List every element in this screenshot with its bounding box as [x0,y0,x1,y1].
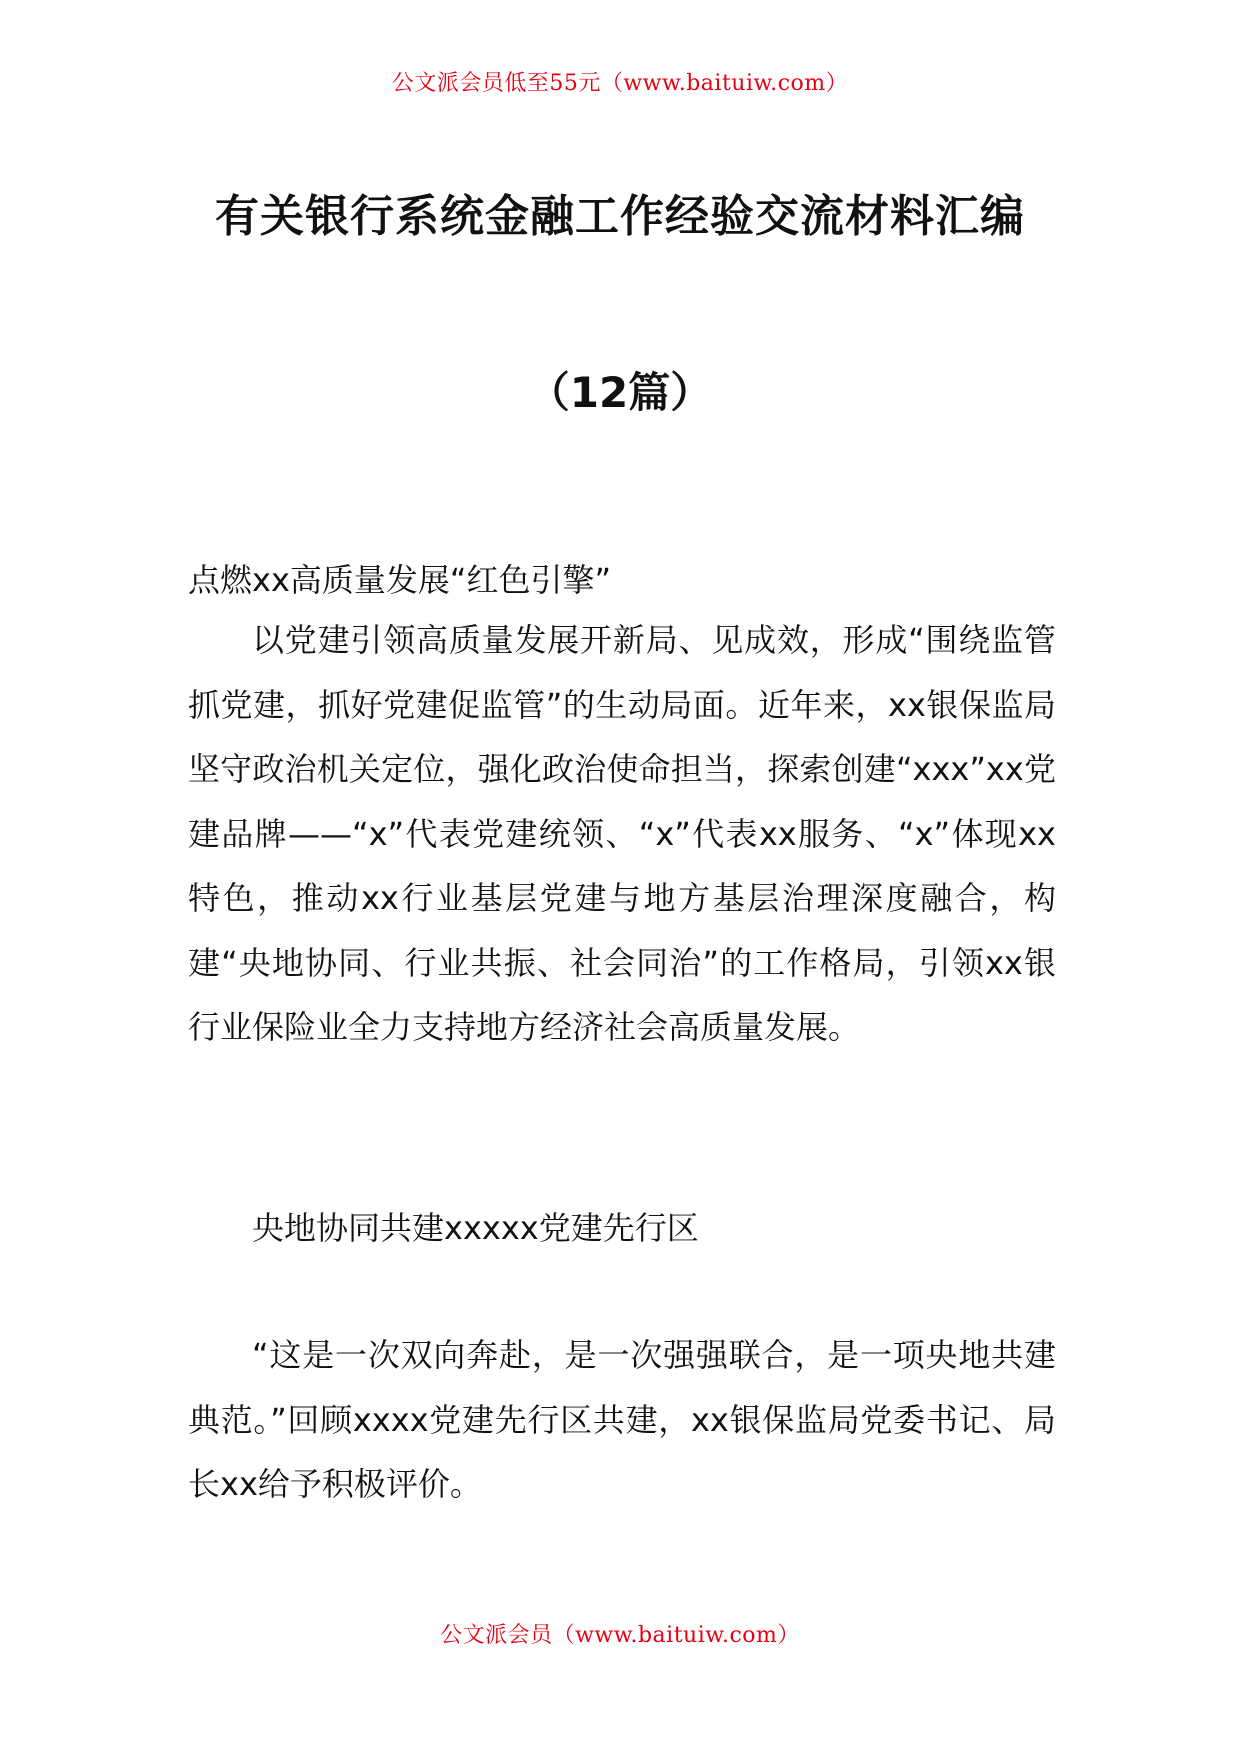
footer-watermark: 公文派会员（www.baituiw.com） [440,1623,800,1648]
section-2-heading: 央地协同共建xxxxx党建先行区 [252,1209,699,1247]
section-2-paragraph: “这是一次双向奔赴，是一次强强联合，是一项央地共建典范。”回顾xxxx党建先行区共建，xx银保监局党委书记、局长xx给予积极评价。 [188,1336,1056,1503]
section-1-heading: 点燃xx高质量发展“红色引擎” [188,561,612,599]
header-watermark: 公文派会员低至55元（www.baituiw.com） [391,71,849,96]
section-1-paragraph: 以党建引领高质量发展开新局、见成效，形成“围绕监管抓党建，抓好党建促监管”的生动局面。近年来，xx银保监局坚守政治机关定位，强化政治使命担当，探索创建“xxx”xx党建品牌——“x”代表党建统领、“x”代表xx服务、“x”体现xx特色，推动xx行业基层党建与地方基层治理深度融合，构建“央地协同、行业共振、社会同治”的工作格局，引领xx银行业保险业全力支持地方经济社会高质量发展。 [188,621,1056,1046]
document-title: 有关银行系统金融工作经验交流材料汇编 [215,191,1025,242]
document-subtitle: （12篇） [527,368,713,417]
